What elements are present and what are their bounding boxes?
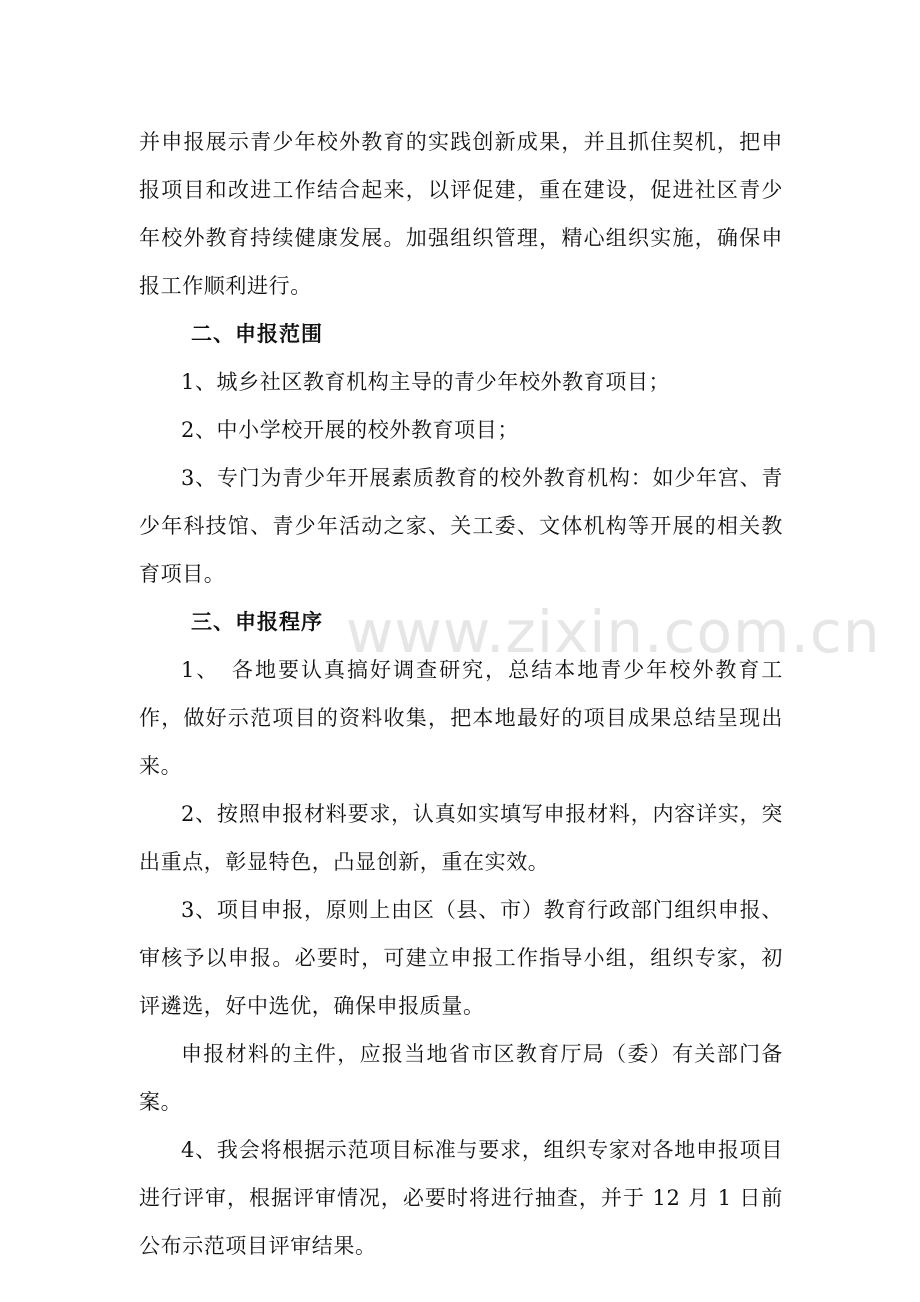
procedure-item-3: 3、项目申报，原则上由区（县、市）教育行政部门组织申报、审核予以申报。必要时，可建立申报工作指导小组，组织专家，初评遴选，好中选优，确保申报质量。	[139, 898, 783, 1018]
site-watermark: www.zixin.com.cn	[346, 598, 881, 666]
procedure-item-4: 4、我会将根据示范项目标准与要求，组织专家对各地申报项目进行评审，根据评审情况，必要时将进行抽查，并于 12 月 1 日前公布示范项目评审结果。	[139, 1138, 783, 1258]
section-heading-procedure: 三、申报程序	[191, 610, 323, 634]
scope-item-1: 1、城乡社区教育机构主导的青少年校外教育项目；	[181, 370, 671, 394]
procedure-item-1: 1、 各地要认真搞好调查研究，总结本地青少年校外教育工作，做好示范项目的资料收集，把本地最好的项目成果总结呈现出来。	[139, 658, 783, 778]
procedure-item-2: 2、按照申报材料要求，认真如实填写申报材料，内容详实，突出重点，彰显特色，凸显创新，重在实效。	[139, 802, 783, 874]
document-body	[139, 118, 783, 1270]
scope-item-3: 3、专门为青少年开展素质教育的校外教育机构：如少年宫、青少年科技馆、青少年活动之家、关工委、文体机构等开展的相关教育项目。	[139, 466, 783, 586]
section-heading-scope: 二、申报范围	[191, 322, 323, 346]
paragraph-intro-continuation: 并申报展示青少年校外教育的实践创新成果，并且抓住契机，把申报项目和改进工作结合起来，以评促建，重在建设，促进社区青少年校外教育持续健康发展。加强组织管理，精心组织实施，确保申报工作顺利进行。	[139, 130, 783, 298]
procedure-note: 申报材料的主件，应报当地省市区教育厅局（委）有关部门备案。	[139, 1042, 783, 1114]
scope-item-2: 2、中小学校开展的校外教育项目；	[181, 418, 519, 442]
